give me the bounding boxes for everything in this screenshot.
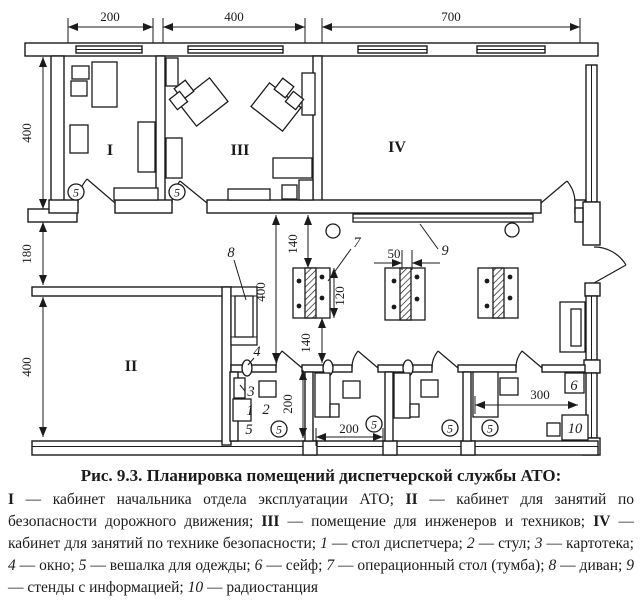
dispatcher-desk <box>330 404 339 417</box>
legend-term: II <box>405 491 418 508</box>
pillar-3 <box>461 441 475 455</box>
coat-rack-booth-1 <box>271 421 287 437</box>
dim-700-top: 700 <box>441 9 461 24</box>
legend-desc: — картотека; <box>542 535 634 552</box>
pillar-1 <box>303 441 317 455</box>
dim-50: 50 <box>387 246 401 261</box>
dispatcher-desk <box>473 372 498 417</box>
cabinet <box>70 125 88 153</box>
item-label-10: 10 <box>567 421 583 437</box>
legend-desc: — диван; <box>556 557 627 574</box>
wall-corridor-b <box>115 200 172 213</box>
item-label-9: 9 <box>441 243 449 259</box>
wall-booth-2-3 <box>385 372 393 441</box>
item-label-7: 7 <box>353 235 361 251</box>
dim-300: 300 <box>530 387 550 402</box>
cabinet <box>166 58 178 86</box>
booth-2-furniture <box>315 373 360 417</box>
booth-3-furniture <box>394 373 438 418</box>
chair <box>282 185 297 199</box>
window-top-room-i <box>76 46 142 53</box>
wall-corridor-a <box>49 200 78 213</box>
coat-rack-booth-4 <box>482 420 498 436</box>
legend-desc: — помещение для инженеров и техников; <box>279 513 594 530</box>
caption-legend <box>8 489 634 599</box>
legend-term: 9 <box>626 557 635 574</box>
legend-term: 6 <box>254 557 263 574</box>
legend-desc: — стул; <box>474 535 535 552</box>
legend-desc: — радиостанция <box>203 579 318 596</box>
info-stand-item-9 <box>353 214 533 222</box>
legend-desc: — операционный стол (тумба); <box>334 557 549 574</box>
legend-term: 10 <box>187 579 204 596</box>
operator-table-3 <box>478 268 518 318</box>
column <box>505 223 519 237</box>
coat-rack-room-i <box>68 184 84 200</box>
cabinet <box>166 138 182 178</box>
dim-400-mid: 400 <box>253 282 268 302</box>
chair <box>421 380 438 397</box>
svg-text:5: 5 <box>487 421 493 436</box>
svg-text:5: 5 <box>73 185 79 200</box>
svg-text:5: 5 <box>276 422 282 437</box>
dispatcher-desk <box>410 404 419 417</box>
legend-term: 1 <box>320 535 328 552</box>
item-label-8: 8 <box>227 245 235 261</box>
desk <box>273 158 312 178</box>
chair <box>259 381 276 397</box>
svg-text:5: 5 <box>447 421 453 436</box>
dim-200-top: 200 <box>100 9 120 24</box>
door-entrance <box>594 247 626 283</box>
dim-120: 120 <box>332 286 347 306</box>
legend-term: 8 <box>548 557 557 574</box>
dim-200-booth-h: 200 <box>339 421 359 436</box>
legend-term: 3 <box>534 535 543 552</box>
dim-400-left-b: 400 <box>19 357 34 377</box>
wall-booth-3-4 <box>463 372 471 441</box>
dim-200-booth-v: 200 <box>280 394 295 414</box>
wall-booth-1-2 <box>305 372 313 441</box>
room-label-iv: IV <box>388 139 406 156</box>
legend-term: III <box>261 513 280 530</box>
item-label-5-booth-1: 5 <box>245 422 253 438</box>
door-booth-2 <box>352 351 378 368</box>
room-iii-furniture <box>166 58 315 200</box>
wall-right <box>575 65 600 455</box>
dim-400-top: 400 <box>224 9 244 24</box>
figure-caption <box>8 466 634 599</box>
desk <box>92 62 117 107</box>
legend-desc: — кабинет начальника отдела эксплуатации АТО; <box>14 491 406 508</box>
svg-text:5: 5 <box>371 417 377 432</box>
item-label-4: 4 <box>253 344 261 360</box>
wall-room-ii-top <box>32 287 231 296</box>
legend-term: 2 <box>466 535 475 552</box>
room-label-i: I <box>106 142 114 159</box>
legend-term: IV <box>593 513 611 530</box>
legend-term: 5 <box>78 557 87 574</box>
dimensions-top <box>68 9 580 43</box>
legend-desc: — стенды с информацией; <box>8 579 188 596</box>
room-i-furniture <box>70 62 158 200</box>
coat-rack-booth-3 <box>442 420 458 436</box>
svg-text:5: 5 <box>174 185 180 200</box>
tumba <box>114 188 158 200</box>
coat-rack-booth-2 <box>366 416 382 432</box>
cabinet <box>302 73 315 115</box>
operator-table-2 <box>385 268 425 320</box>
dim-140-b: 140 <box>298 333 313 353</box>
door-booth-4 <box>516 351 542 368</box>
wall-i-iii <box>156 56 165 202</box>
window-top-room-iii <box>188 46 283 53</box>
legend-desc: — окно; <box>15 557 79 574</box>
dispatcher-desk <box>394 373 410 418</box>
chair <box>72 66 89 79</box>
dim-180-left: 180 <box>19 244 34 264</box>
item-label-2: 2 <box>262 402 270 418</box>
window-top-room-iv-a <box>358 46 427 53</box>
legend-desc: — кабинет для занятий по технике безопасности; <box>8 513 635 552</box>
pillar-2 <box>383 441 397 455</box>
chair <box>500 378 518 395</box>
coat-rack-room-iii <box>169 184 185 200</box>
chair <box>71 81 87 96</box>
tumba-hatch <box>400 268 411 320</box>
legend-term: 7 <box>326 557 335 574</box>
tumba-hatch <box>305 268 316 318</box>
chair <box>343 381 360 398</box>
legend-desc: — вешалка для одежды; <box>86 557 255 574</box>
item-label-3: 3 <box>247 384 255 400</box>
room-label-ii: II <box>124 358 138 375</box>
legend-term: I <box>8 491 15 508</box>
bench <box>228 189 270 200</box>
cabinet <box>138 122 155 172</box>
window-top-room-iv-b <box>477 46 545 53</box>
legend-desc: — стол диспетчера; <box>327 535 467 552</box>
chair <box>547 423 560 436</box>
dimensions-left <box>19 57 43 437</box>
legend-term: 4 <box>8 557 16 574</box>
card-file <box>234 378 245 398</box>
wall-left-upper <box>51 56 64 209</box>
door-booth-3 <box>432 351 458 368</box>
item-label-1: 1 <box>246 403 254 419</box>
lobby-bench <box>560 302 585 352</box>
dispatcher-desk <box>315 373 330 417</box>
legend-desc: — кабинет для занятий по безопасности дорожного движения; <box>8 491 634 530</box>
room-label-iii: III <box>230 142 250 159</box>
cabinet <box>299 180 313 200</box>
door-room-iv <box>541 181 575 203</box>
dim-400-left-a: 400 <box>19 123 34 143</box>
item-label-6: 6 <box>570 378 578 394</box>
tumba-hatch <box>493 268 504 318</box>
caption-title: Рис. 9.3. Планировка помещений диспетчерской службы АТО: <box>80 466 562 485</box>
wall-corridor-c <box>207 200 541 213</box>
column <box>326 224 340 238</box>
dim-140-a: 140 <box>285 234 300 254</box>
legend-desc: — сейф; <box>262 557 327 574</box>
operator-table-1 <box>293 268 330 318</box>
